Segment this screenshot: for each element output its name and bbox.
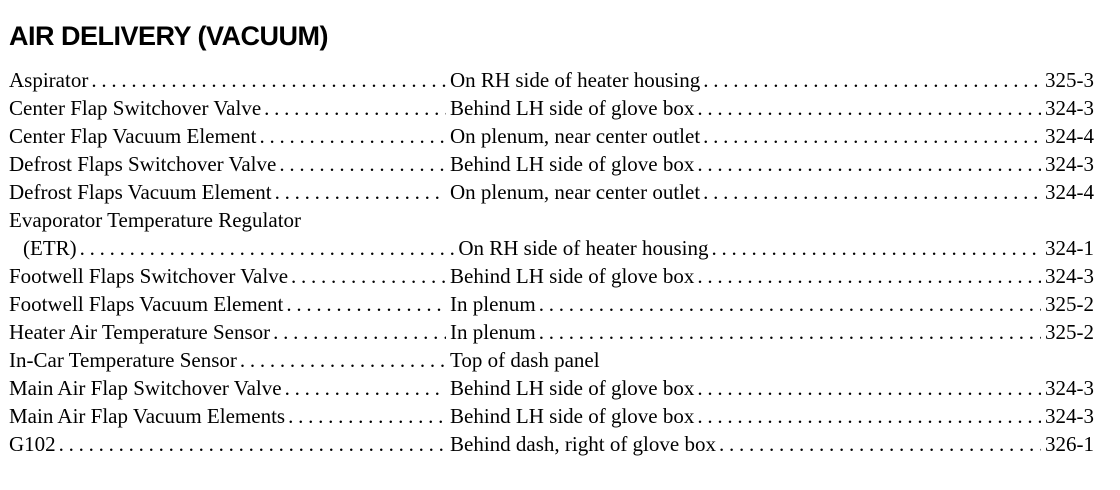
location-text: Behind dash, right of glove box xyxy=(450,432,716,456)
component-name: Main Air Flap Switchover Valve xyxy=(9,376,282,400)
component-name: (ETR) xyxy=(23,236,77,260)
component-cell xyxy=(9,318,450,346)
component-name: G102 xyxy=(9,432,56,456)
component-name: Footwell Flaps Switchover Valve xyxy=(9,264,289,288)
page-reference: 325-2 xyxy=(1045,292,1094,316)
component-cell xyxy=(9,122,450,150)
component-name: Main Air Flap Vacuum Elements xyxy=(9,404,286,428)
location-text: On plenum, near center outlet xyxy=(450,180,701,204)
location-text: In plenum xyxy=(450,292,536,316)
location-text: In plenum xyxy=(450,320,536,344)
dot-leader xyxy=(697,94,1041,122)
dot-leader xyxy=(712,234,1041,262)
location-text: Behind LH side of glove box xyxy=(450,404,695,428)
dot-leader xyxy=(80,234,455,262)
component-cell xyxy=(9,346,450,374)
list-row xyxy=(9,430,1094,458)
list-row xyxy=(9,206,1094,234)
list-row xyxy=(9,94,1094,122)
page-reference: 324-1 xyxy=(1045,236,1094,260)
page-reference: 324-3 xyxy=(1045,404,1094,428)
list-row xyxy=(9,150,1094,178)
dot-leader xyxy=(264,94,446,122)
location-cell xyxy=(450,374,1094,402)
dot-leader xyxy=(259,122,446,150)
component-cell xyxy=(9,374,450,402)
list-row xyxy=(9,346,1094,374)
component-cell xyxy=(9,206,450,234)
component-cell xyxy=(9,178,450,206)
location-cell xyxy=(450,94,1094,122)
location-text: Behind LH side of glove box xyxy=(450,264,695,288)
dot-leader xyxy=(703,178,1041,206)
list-row xyxy=(9,290,1094,318)
component-name: Heater Air Temperature Sensor xyxy=(9,320,271,344)
list-row xyxy=(9,122,1094,150)
dot-leader xyxy=(697,262,1041,290)
dot-leader xyxy=(703,122,1041,150)
component-cell xyxy=(9,402,450,430)
page-reference: 324-3 xyxy=(1045,264,1094,288)
component-name: Evaporator Temperature Regulator xyxy=(9,208,302,232)
dot-leader xyxy=(697,150,1041,178)
location-cell xyxy=(450,262,1094,290)
component-name: Defrost Flaps Vacuum Element xyxy=(9,180,272,204)
component-name: Aspirator xyxy=(9,68,89,92)
dot-leader xyxy=(91,66,446,94)
location-cell xyxy=(450,402,1094,430)
location-cell xyxy=(450,66,1094,94)
location-text: Behind LH side of glove box xyxy=(450,96,695,120)
dot-leader xyxy=(697,402,1041,430)
dot-leader xyxy=(288,402,446,430)
list-row xyxy=(9,178,1094,206)
list-row xyxy=(9,66,1094,94)
location-cell xyxy=(450,430,1094,458)
page-reference: 324-4 xyxy=(1045,124,1094,148)
component-location-list xyxy=(9,66,1094,458)
component-cell xyxy=(9,430,450,458)
page-reference: 324-3 xyxy=(1045,376,1094,400)
component-cell xyxy=(9,150,450,178)
dot-leader xyxy=(697,374,1041,402)
component-cell xyxy=(9,234,458,262)
component-name: Defrost Flaps Switchover Valve xyxy=(9,152,277,176)
dot-leader xyxy=(275,178,446,206)
list-row xyxy=(9,234,1094,262)
list-row xyxy=(9,318,1094,346)
location-text: Behind LH side of glove box xyxy=(450,152,695,176)
component-cell xyxy=(9,262,450,290)
section-title: AIR DELIVERY (VACUUM) xyxy=(9,21,329,51)
dot-leader xyxy=(719,430,1041,458)
dot-leader xyxy=(240,346,446,374)
component-cell xyxy=(9,66,450,94)
location-cell xyxy=(458,234,1094,262)
page-reference: 324-3 xyxy=(1045,152,1094,176)
location-cell xyxy=(450,178,1094,206)
list-row xyxy=(9,402,1094,430)
dot-leader xyxy=(703,66,1041,94)
location-text: On RH side of heater housing xyxy=(450,68,701,92)
dot-leader xyxy=(539,290,1041,318)
dot-leader xyxy=(291,262,446,290)
dot-leader xyxy=(59,430,446,458)
list-row xyxy=(9,262,1094,290)
location-cell xyxy=(450,346,1094,374)
location-cell xyxy=(450,318,1094,346)
location-text: Top of dash panel xyxy=(450,348,600,372)
location-text: On plenum, near center outlet xyxy=(450,124,701,148)
component-name: Center Flap Vacuum Element xyxy=(9,124,257,148)
page-reference: 325-3 xyxy=(1045,68,1094,92)
page-reference: 326-1 xyxy=(1045,432,1094,456)
location-cell xyxy=(450,290,1094,318)
location-cell xyxy=(450,122,1094,150)
location-text: On RH side of heater housing xyxy=(458,236,709,260)
component-name: Footwell Flaps Vacuum Element xyxy=(9,292,284,316)
page-reference: 324-4 xyxy=(1045,180,1094,204)
location-text: Behind LH side of glove box xyxy=(450,376,695,400)
location-cell xyxy=(450,150,1094,178)
dot-leader xyxy=(539,318,1041,346)
component-name: In-Car Temperature Sensor xyxy=(9,348,237,372)
component-cell xyxy=(9,290,450,318)
list-row xyxy=(9,374,1094,402)
page-reference: 325-2 xyxy=(1045,320,1094,344)
dot-leader xyxy=(273,318,446,346)
dot-leader xyxy=(285,374,446,402)
component-cell xyxy=(9,94,450,122)
page-reference: 324-3 xyxy=(1045,96,1094,120)
dot-leader xyxy=(279,150,446,178)
component-name: Center Flap Switchover Valve xyxy=(9,96,262,120)
dot-leader xyxy=(286,290,446,318)
